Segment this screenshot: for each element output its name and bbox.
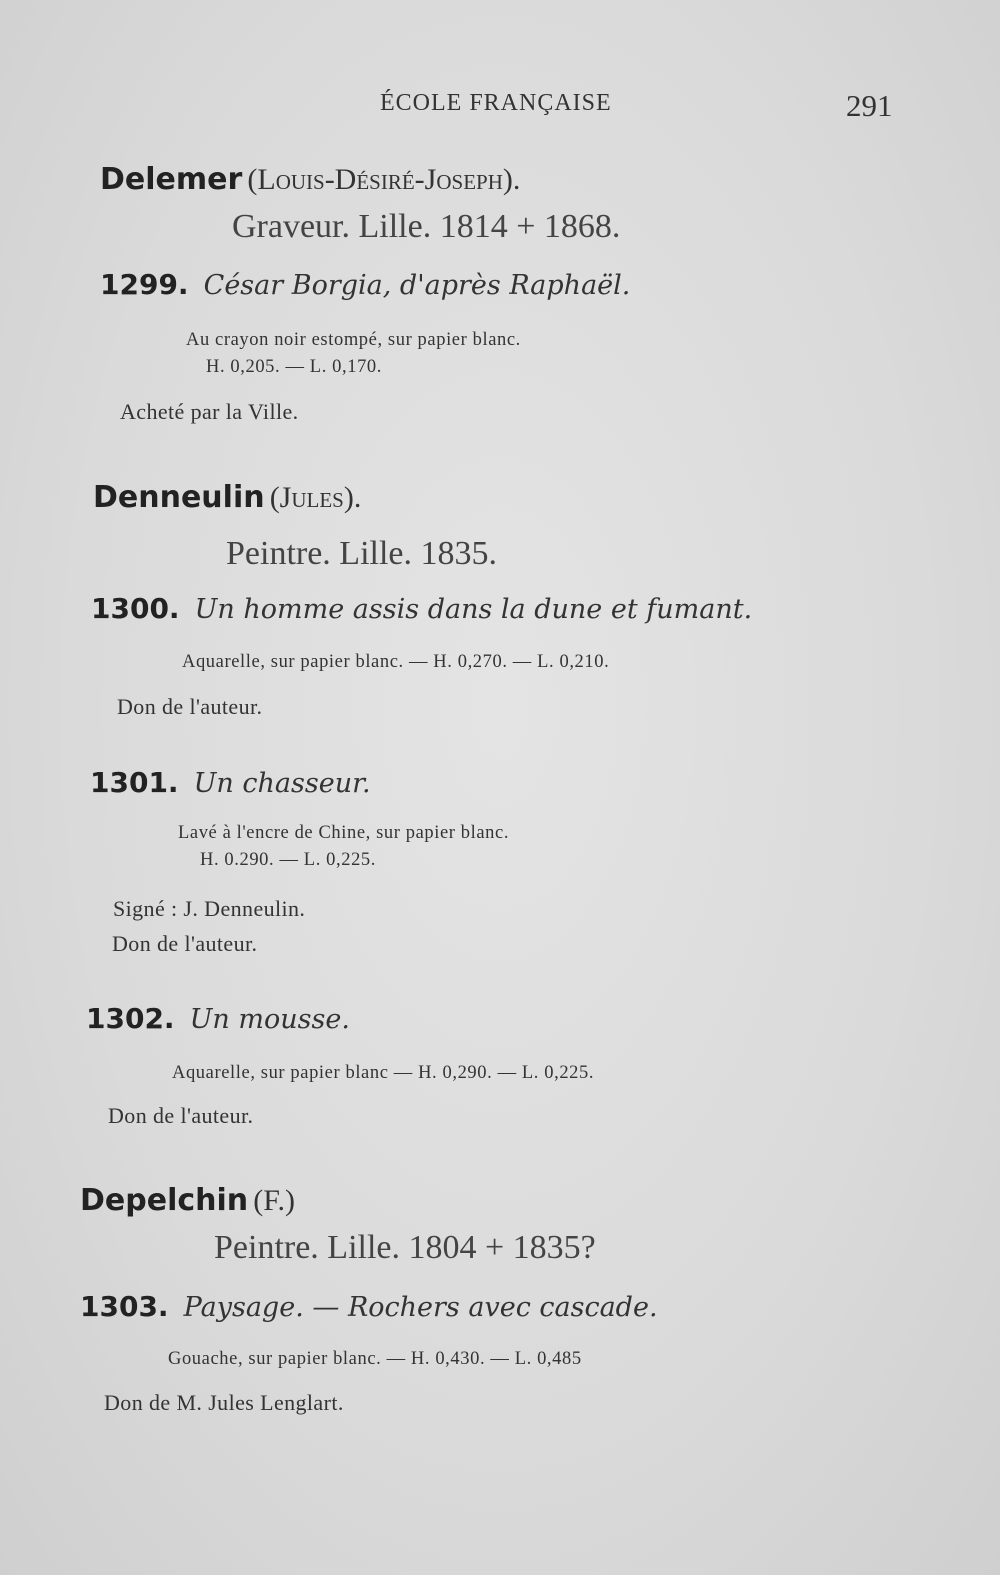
entry-title: Un mousse.: [189, 1004, 350, 1035]
entry-number: 1299.: [100, 268, 189, 301]
entry-medium-dimensions: Aquarelle, sur papier blanc — H. 0,290. — L. 0,225.: [172, 1063, 595, 1083]
page-number: 291: [846, 88, 893, 123]
artist-given-names: (Louis-Désiré-Joseph).: [247, 163, 521, 196]
catalogue-entry: [100, 268, 630, 301]
catalogue-entry: [80, 1290, 658, 1323]
entry-medium: Au crayon noir estompé, sur papier blanc.: [186, 330, 521, 350]
entry-provenance: Don de l'auteur.: [108, 1103, 254, 1128]
artist-heading: [80, 1183, 295, 1218]
artist-bio: Peintre. Lille. 1835.: [226, 535, 498, 572]
running-head: ÉCOLE FRANÇAISE: [380, 90, 612, 116]
entry-number: 1302.: [86, 1002, 175, 1035]
entry-provenance: Don de l'auteur.: [112, 931, 258, 956]
entry-title: César Borgia, d'après Raphaël.: [203, 270, 631, 301]
entry-medium: Lavé à l'encre de Chine, sur papier blanc.: [178, 823, 510, 843]
artist-given-names: (Jules).: [269, 481, 362, 514]
entry-title: Un homme assis dans la dune et fumant.: [194, 594, 753, 625]
catalogue-entry: [90, 766, 371, 799]
entry-title: Paysage. — Rochers avec cascade.: [183, 1292, 658, 1323]
artist-surname: Denneulin: [93, 480, 265, 515]
artist-heading: [100, 162, 520, 197]
entry-signature: Signé : J. Denneulin.: [113, 896, 306, 921]
entry-number: 1303.: [80, 1290, 169, 1323]
artist-surname: Depelchin: [80, 1183, 249, 1218]
artist-heading: [93, 480, 361, 515]
entry-provenance: Don de l'auteur.: [117, 694, 263, 719]
entry-dimensions: H. 0,205. — L. 0,170.: [206, 357, 383, 377]
entry-title: Un chasseur.: [193, 768, 371, 799]
artist-bio: Graveur. Lille. 1814 + 1868.: [232, 208, 621, 245]
entry-dimensions: H. 0.290. — L. 0,225.: [200, 850, 377, 870]
artist-surname: Delemer: [100, 162, 243, 197]
entry-number: 1301.: [90, 766, 179, 799]
catalogue-entry: [86, 1002, 350, 1035]
entry-medium-dimensions: Gouache, sur papier blanc. — H. 0,430. — L. 0,485: [168, 1349, 582, 1369]
artist-bio: Peintre. Lille. 1804 + 1835?: [214, 1229, 596, 1266]
artist-given-names: (F.): [253, 1184, 295, 1217]
entry-medium-dimensions: Aquarelle, sur papier blanc. — H. 0,270. — L. 0,210.: [182, 652, 610, 672]
catalogue-entry: [91, 592, 752, 625]
entry-provenance: Acheté par la Ville.: [120, 399, 299, 424]
entry-provenance: Don de M. Jules Lenglart.: [104, 1390, 344, 1415]
entry-number: 1300.: [91, 592, 180, 625]
